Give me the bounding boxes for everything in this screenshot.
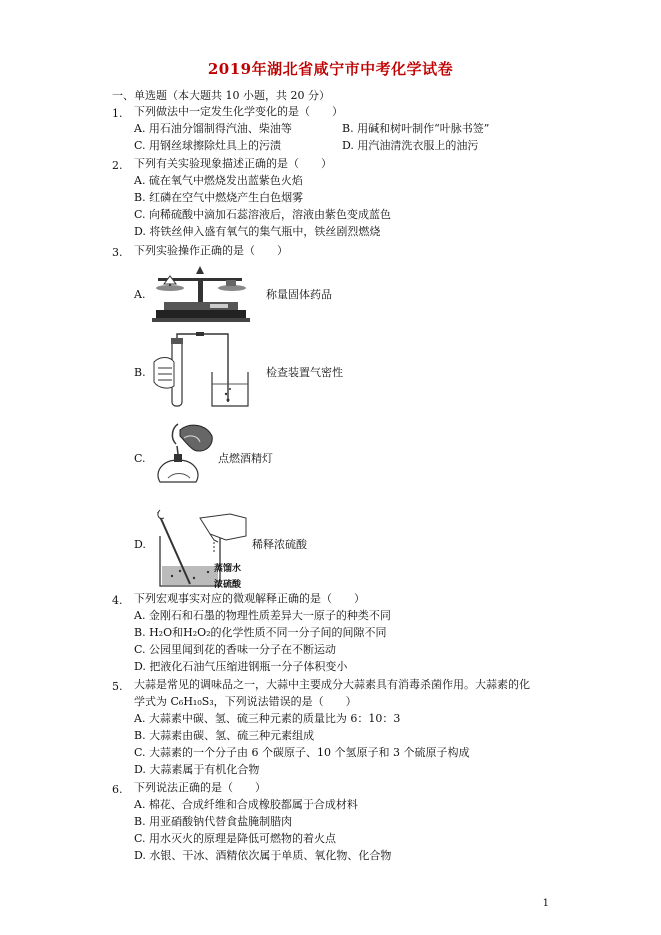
q1-option-d: D. 用汽油清洗衣服上的油污 <box>342 139 479 152</box>
q3-option-b-text: 检查装置气密性 <box>266 366 343 379</box>
q4-option-a: A. 金刚石和石墨的物理性质差异大一原子的种类不同 <box>134 609 391 622</box>
q1-option-a: A. 用石油分馏制得汽油、柴油等 <box>134 122 292 135</box>
airtightness-test-image <box>150 332 255 410</box>
q4-number: 4. <box>112 594 123 607</box>
alcohol-lamp-image <box>150 420 220 492</box>
q6-option-c: C. 用水灭火的原理是降低可燃物的着火点 <box>134 832 337 845</box>
q3-number: 3. <box>112 246 123 259</box>
q3-option-a-letter: A. <box>134 288 146 301</box>
q6-stem: 下列说法正确的是（ ） <box>134 781 266 794</box>
distilled-water-label: 蒸馏水 <box>214 564 242 574</box>
q5-stem-line2: 学式为 C₆H₁₀S₃，下列说法错误的是（ ） <box>134 695 357 708</box>
q1-option-b: B. 用碱和树叶制作“叶脉书签” <box>342 122 490 135</box>
q2-option-d: D. 将铁丝伸入盛有氧气的集气瓶中，铁丝剧烈燃烧 <box>134 225 381 238</box>
exam-title: 2019年湖北省咸宁市中考化学试卷 <box>207 60 454 78</box>
q4-stem: 下列宏观事实对应的微观解释正确的是（ ） <box>134 592 365 605</box>
q6-number: 6. <box>112 783 123 796</box>
page-number: 1 <box>542 898 549 909</box>
q5-number: 5. <box>112 680 123 693</box>
q1-number: 1. <box>112 107 123 120</box>
q2-option-a: A. 硫在氧气中燃烧发出蓝紫色火焰 <box>134 174 303 187</box>
q3-option-a-text: 称量固体药品 <box>266 288 332 301</box>
q1-option-c: C. 用钢丝球擦除灶具上的污渍 <box>134 139 282 152</box>
q6-option-a: A. 棉花、合成纤维和合成橡胶都属于合成材料 <box>134 798 358 811</box>
q5-option-b: B. 大蒜素由碳、氢、硫三种元素组成 <box>134 729 315 742</box>
q4-option-b: B. H₂O和H₂O₂的化学性质不同一分子间的间隙不同 <box>134 626 387 639</box>
section-heading: 一、单选题（本大题共 10 小题，共 20 分） <box>112 89 330 102</box>
q4-option-c: C. 公园里闻到花的香味一分子在不断运动 <box>134 643 337 656</box>
q3-option-d-text: 稀释浓硫酸 <box>252 538 307 551</box>
q5-option-c: C. 大蒜素的一个分子由 6 个碳原子、10 个氢原子和 3 个硫原子构成 <box>134 746 470 759</box>
q4-option-d: D. 把液化石油气压缩进钢瓶一分子体积变小 <box>134 660 348 673</box>
q5-stem-line1: 大蒜是常见的调味品之一，大蒜中主要成分大蒜素具有消毒杀菌作用。大蒜素的化 <box>134 678 530 691</box>
q3-stem: 下列实验操作正确的是（ ） <box>134 244 288 257</box>
q5-option-d: D. 大蒜素属于有机化合物 <box>134 763 260 776</box>
balance-image <box>150 262 252 324</box>
q3-option-b-letter: B. <box>134 366 146 379</box>
q6-option-b: B. 用亚硝酸钠代替食盐腌制腊肉 <box>134 815 293 828</box>
q1-stem: 下列做法中一定发生化学变化的是（ ） <box>134 105 343 118</box>
q3-option-d-letter: D. <box>134 538 146 551</box>
q3-option-c-text: 点燃酒精灯 <box>218 452 273 465</box>
q2-option-b: B. 红磷在空气中燃烧产生白色烟雾 <box>134 191 304 204</box>
q3-option-c-letter: C. <box>134 452 146 465</box>
q2-stem: 下列有关实验现象描述正确的是（ ） <box>134 157 332 170</box>
q5-option-a: A. 大蒜素中碳、氢、硫三种元素的质量比为 6：10：3 <box>134 712 401 725</box>
q2-option-c: C. 向稀硫酸中滴加石蕊溶液后，溶液由紫色变成蓝色 <box>134 208 392 221</box>
conc-acid-label: 浓硫酸 <box>214 580 242 590</box>
q2-number: 2. <box>112 159 123 172</box>
q6-option-d: D. 水银、干冰、酒精依次属于单质、氧化物、化合物 <box>134 849 392 862</box>
